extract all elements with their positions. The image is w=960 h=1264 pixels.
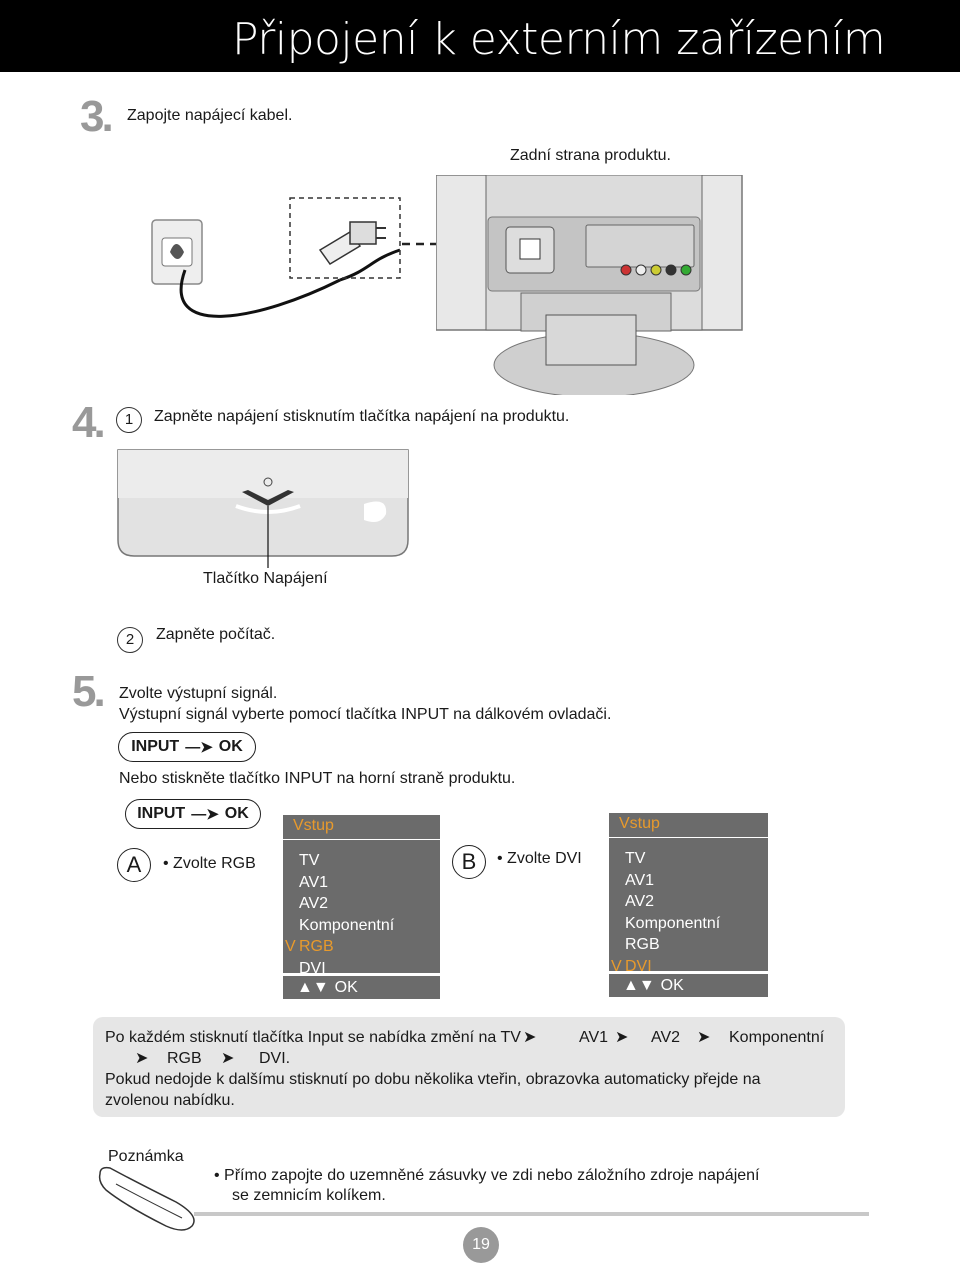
menu-item-label: TV bbox=[299, 852, 320, 869]
substep-2-badge: 2 bbox=[117, 627, 143, 653]
info-prefix: Po každém stisknutí tlačítka Input se nabídka změní na TV bbox=[105, 1029, 521, 1046]
menu-item[interactable] bbox=[285, 936, 424, 958]
info-line-4: zvolenou nabídku. bbox=[105, 1092, 235, 1109]
page-title: Připojení k externím zařízením bbox=[232, 14, 886, 65]
arrow-right-icon: —➤ bbox=[191, 806, 219, 823]
menu-item[interactable] bbox=[625, 848, 752, 870]
arrow-right-icon: ➤ bbox=[697, 1029, 711, 1046]
substep-1-badge: 1 bbox=[116, 407, 142, 433]
info-seq-3: RGB bbox=[167, 1050, 202, 1067]
up-down-icon: ▲▼ bbox=[623, 976, 655, 994]
ok-label: OK bbox=[224, 805, 249, 822]
menu-b-footer bbox=[609, 974, 768, 997]
step-5-line1: Zvolte výstupní signál. bbox=[119, 685, 278, 702]
step-5-line2: Výstupní signál vyberte pomocí tlačítka INPUT na dálkovém ovladači. bbox=[119, 706, 612, 723]
menu-item[interactable] bbox=[625, 913, 752, 935]
menu-item[interactable] bbox=[299, 872, 424, 894]
arrow-right-icon: ➤ bbox=[135, 1050, 149, 1067]
info-seq-4: DVI. bbox=[259, 1050, 291, 1067]
power-button-caption: Tlačítko Napájení bbox=[203, 570, 328, 587]
menu-item[interactable] bbox=[625, 870, 752, 892]
note-hand-icon bbox=[96, 1164, 206, 1234]
input-label: INPUT bbox=[137, 805, 186, 822]
menu-a-list bbox=[283, 840, 440, 977]
info-seq-1: AV2 bbox=[651, 1029, 681, 1046]
menu-item-label: AV1 bbox=[299, 873, 329, 891]
menu-item[interactable] bbox=[299, 915, 424, 937]
arrow-right-icon: ➤ bbox=[221, 1050, 235, 1067]
note-divider bbox=[194, 1212, 869, 1216]
menu-item-label: AV2 bbox=[299, 895, 329, 912]
remote-input-ok-sequence bbox=[118, 732, 256, 762]
option-a-text: • Zvolte RGB bbox=[163, 855, 256, 872]
page-number: 19 bbox=[463, 1227, 499, 1263]
step-3-text: Zapojte napájecí kabel. bbox=[127, 107, 293, 124]
info-seq-0: AV1 bbox=[579, 1029, 609, 1046]
menu-item[interactable] bbox=[299, 893, 424, 915]
input-cycle-info-box bbox=[93, 1017, 845, 1117]
menu-item-label: RGB bbox=[299, 938, 334, 955]
step-3-number: 3. bbox=[80, 92, 111, 141]
note-label: Poznámka bbox=[108, 1148, 184, 1165]
note-line-2: se zemnicím kolíkem. bbox=[232, 1187, 386, 1204]
panel-input-ok-sequence bbox=[125, 799, 261, 829]
menu-item-label: RGB bbox=[625, 936, 660, 953]
option-b-text: • Zvolte DVI bbox=[497, 850, 582, 867]
menu-item-label: TV bbox=[625, 850, 646, 867]
menu-item-label: AV2 bbox=[625, 893, 655, 910]
arrow-right-icon: ➤ bbox=[523, 1029, 537, 1046]
menu-item[interactable] bbox=[299, 850, 424, 872]
option-a-badge: A bbox=[117, 848, 151, 882]
power-button-illustration bbox=[116, 448, 411, 588]
step-4-sub1-text: Zapněte napájení stisknutím tlačítka napájení na produktu. bbox=[154, 408, 570, 425]
info-line-2 bbox=[105, 1048, 833, 1069]
step-4-number: 4. bbox=[72, 398, 103, 447]
option-b-badge: B bbox=[452, 845, 486, 879]
step-5-or-text: Nebo stiskněte tlačítko INPUT na horní straně produktu. bbox=[119, 770, 516, 787]
menu-item-label: DVI bbox=[625, 957, 652, 975]
menu-b-title: Vstup bbox=[609, 813, 768, 837]
menu-b-ok: OK bbox=[660, 976, 684, 994]
menu-item[interactable] bbox=[625, 891, 752, 913]
input-label: INPUT bbox=[131, 738, 180, 755]
product-rear-illustration bbox=[436, 175, 746, 395]
menu-b-list bbox=[609, 838, 768, 975]
check-icon: V bbox=[611, 957, 622, 975]
arrow-right-icon: ➤ bbox=[615, 1029, 629, 1046]
ok-label: OK bbox=[218, 738, 243, 755]
check-icon: V bbox=[285, 938, 296, 955]
menu-item-label: AV1 bbox=[625, 871, 655, 889]
menu-item[interactable] bbox=[625, 934, 752, 956]
arrow-right-icon: —➤ bbox=[185, 739, 213, 756]
up-down-icon: ▲▼ bbox=[297, 978, 329, 996]
info-line-1 bbox=[105, 1027, 833, 1048]
info-seq-2: Komponentní bbox=[729, 1029, 825, 1046]
note-line-1: • Přímo zapojte do uzemněné zásuvky ve zdi nebo záložního zdroje napájení bbox=[214, 1167, 760, 1184]
menu-a-title: Vstup bbox=[283, 815, 440, 839]
menu-item-label: DVI bbox=[299, 959, 326, 977]
menu-a-ok: OK bbox=[334, 978, 358, 996]
step-5-number: 5. bbox=[72, 667, 103, 716]
menu-item-label: Komponentní bbox=[625, 914, 721, 932]
step-4-sub2-text: Zapněte počítač. bbox=[156, 626, 276, 643]
menu-a-footer bbox=[283, 976, 440, 999]
menu-item-label: Komponentní bbox=[299, 916, 395, 934]
info-line-3: Pokud nedojde k dalšímu stisknutí po dobu několika vteřin, obrazovka automaticky přejde na bbox=[105, 1071, 761, 1088]
rear-caption: Zadní strana produktu. bbox=[510, 147, 671, 164]
